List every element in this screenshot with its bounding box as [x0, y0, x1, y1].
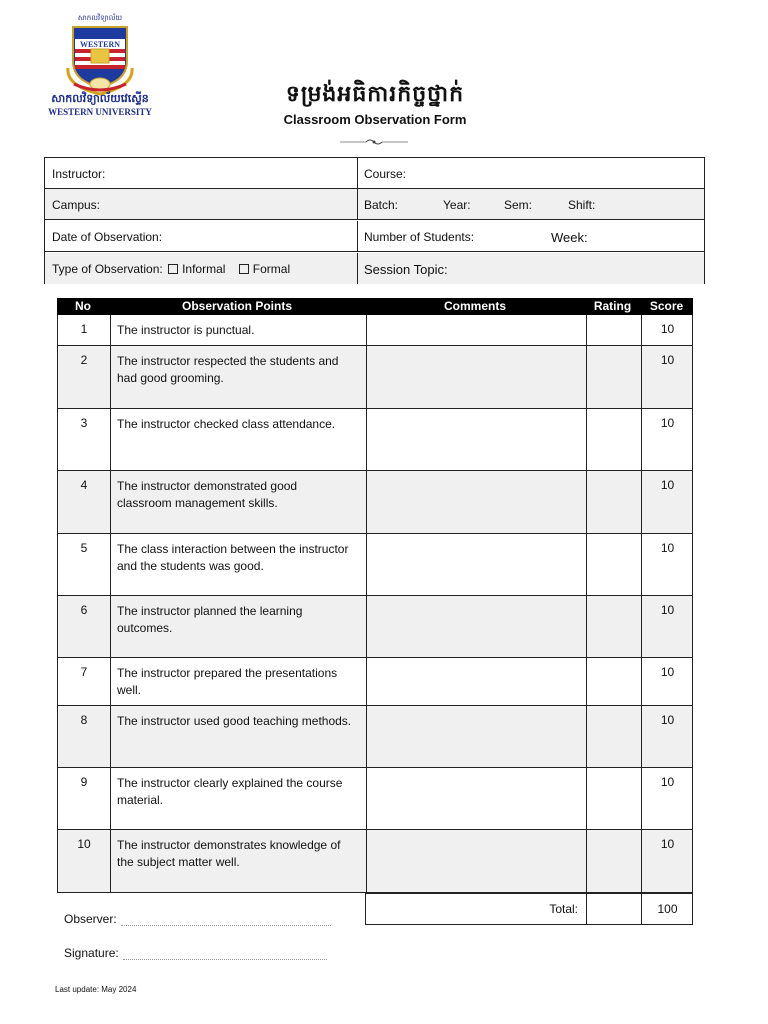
session-topic-field[interactable]: Session Topic:: [364, 262, 448, 277]
comments-cell[interactable]: [366, 658, 586, 705]
column-divider: [110, 706, 111, 767]
table-row: [57, 768, 693, 830]
score-cell: 10: [660, 416, 675, 430]
info-row-type: [45, 253, 704, 284]
column-divider: [110, 658, 111, 705]
table-row: [57, 346, 693, 409]
week-field[interactable]: Week:: [551, 230, 588, 245]
score-cell: 10: [660, 541, 675, 555]
observation-point: The instructor prepared the presentations well.: [117, 666, 338, 697]
university-name-english: WESTERN UNIVERSITY: [48, 107, 152, 117]
rating-cell[interactable]: [586, 471, 641, 533]
observer-line[interactable]: [121, 915, 331, 926]
info-row-campus: [45, 189, 704, 220]
total-rating-cell[interactable]: [586, 894, 641, 924]
rating-cell[interactable]: [586, 830, 641, 892]
table-row: [57, 315, 693, 346]
observation-point: The instructor clearly explained the course material.: [117, 776, 343, 807]
type-of-observation-label: Type of Observation:: [52, 262, 163, 276]
score-cell: 10: [660, 353, 675, 367]
comments-cell[interactable]: [366, 830, 586, 892]
score-cell: 10: [660, 837, 675, 851]
comments-cell[interactable]: [366, 346, 586, 408]
formal-checkbox[interactable]: [239, 264, 249, 274]
total-label: Total:: [549, 902, 578, 916]
observation-point: The instructor planned the learning outcomes.: [117, 604, 303, 635]
rating-cell[interactable]: [586, 706, 641, 767]
comments-cell[interactable]: [366, 534, 586, 595]
observation-point: The instructor demonstrated good classroom management skills.: [117, 479, 298, 510]
signature-label: Signature:: [64, 946, 119, 960]
observer-label: Observer:: [64, 912, 117, 926]
column-divider: [110, 471, 111, 533]
score-cell: 10: [660, 713, 675, 727]
column-divider: [110, 830, 111, 892]
row-number: 10: [77, 837, 91, 851]
column-divider: [110, 534, 111, 595]
rating-cell[interactable]: [586, 409, 641, 470]
rating-cell[interactable]: [586, 768, 641, 829]
signature-field[interactable]: [64, 946, 327, 960]
campus-field[interactable]: Campus:: [52, 198, 101, 212]
score-cell: 10: [660, 665, 675, 679]
rating-cell[interactable]: [586, 346, 641, 408]
score-cell: 10: [660, 478, 675, 492]
observation-point: The instructor is punctual.: [117, 323, 255, 337]
comments-cell[interactable]: [366, 706, 586, 767]
instructor-field[interactable]: Instructor:: [52, 167, 106, 181]
info-row-date: [45, 221, 704, 252]
logo-shield-text: WESTERN: [79, 40, 121, 49]
table-row: [57, 830, 693, 893]
shift-field[interactable]: Shift:: [568, 198, 596, 212]
signature-line[interactable]: [123, 949, 327, 960]
form-title-khmer: ទម្រង់អធិការកិច្ចថ្នាក់: [285, 82, 465, 107]
form-title-english: Classroom Observation Form: [283, 112, 467, 127]
university-name-khmer: សាកលវិទ្យាល័យវេស្ទើន: [51, 93, 149, 105]
table-row: [57, 534, 693, 596]
rating-cell[interactable]: [586, 315, 641, 345]
observation-point: The instructor used good teaching methods.: [117, 714, 352, 728]
comments-cell[interactable]: [366, 409, 586, 470]
row-number: 8: [80, 713, 88, 727]
row-number: 1: [80, 322, 88, 336]
row-number: 9: [80, 775, 88, 789]
header-observation-points: Observation Points: [181, 299, 293, 313]
row-number: 2: [80, 353, 88, 367]
header-comments: Comments: [443, 299, 506, 313]
number-of-students-field[interactable]: Number of Students:: [364, 230, 475, 244]
header-rating: Rating: [593, 299, 632, 313]
informal-checkbox[interactable]: [168, 264, 178, 274]
header-score: Score: [649, 299, 684, 313]
score-cell: 10: [660, 322, 675, 336]
column-divider: [110, 596, 111, 657]
total-row: [365, 893, 693, 925]
table-row: [57, 471, 693, 534]
observation-point: The instructor checked class attendance.: [117, 417, 336, 431]
rating-cell[interactable]: [586, 534, 641, 595]
comments-cell[interactable]: [366, 596, 586, 657]
year-field[interactable]: Year:: [443, 198, 471, 212]
score-cell: 10: [660, 603, 675, 617]
informal-label: Informal: [182, 262, 226, 276]
column-divider: [110, 409, 111, 470]
ornament-divider-icon: [338, 138, 410, 146]
row-number: 7: [80, 665, 88, 679]
table-row: [57, 706, 693, 768]
sem-field[interactable]: Sem:: [504, 198, 533, 212]
comments-cell[interactable]: [366, 315, 586, 345]
observer-field[interactable]: [64, 912, 331, 926]
column-divider: [110, 346, 111, 408]
rating-cell[interactable]: [586, 596, 641, 657]
last-update-note: Last update: May 2024: [55, 985, 137, 994]
table-row: [57, 596, 693, 658]
column-divider: [110, 315, 111, 345]
form-info-table: [44, 157, 705, 284]
header-no: No: [75, 299, 91, 313]
logo-khmer-top-text: សាកលវិទ្យាល័យ: [77, 15, 123, 22]
info-row-instructor: [45, 158, 704, 189]
table-row: [57, 409, 693, 471]
observation-point: The class interaction between the instructor and the students was good.: [117, 542, 349, 573]
rating-cell[interactable]: [586, 658, 641, 705]
comments-cell[interactable]: [366, 471, 586, 533]
score-cell: 10: [660, 775, 675, 789]
formal-label: Formal: [252, 262, 291, 276]
course-field[interactable]: Course:: [364, 167, 407, 181]
row-number: 4: [80, 478, 88, 492]
observation-point: The instructor respected the students and had good grooming.: [117, 354, 339, 385]
column-divider: [110, 768, 111, 829]
observation-point: The instructor demonstrates knowledge of the subject matter well.: [117, 838, 341, 869]
table-row: [57, 658, 693, 706]
batch-field[interactable]: Batch:: [364, 198, 399, 212]
row-number: 6: [80, 603, 88, 617]
university-logo: [40, 12, 160, 122]
observation-table-header: [57, 298, 693, 315]
date-of-observation-field[interactable]: Date of Observation:: [52, 230, 163, 244]
total-score: 100: [657, 902, 678, 916]
comments-cell[interactable]: [366, 768, 586, 829]
row-number: 3: [80, 416, 88, 430]
row-number: 5: [80, 541, 88, 555]
